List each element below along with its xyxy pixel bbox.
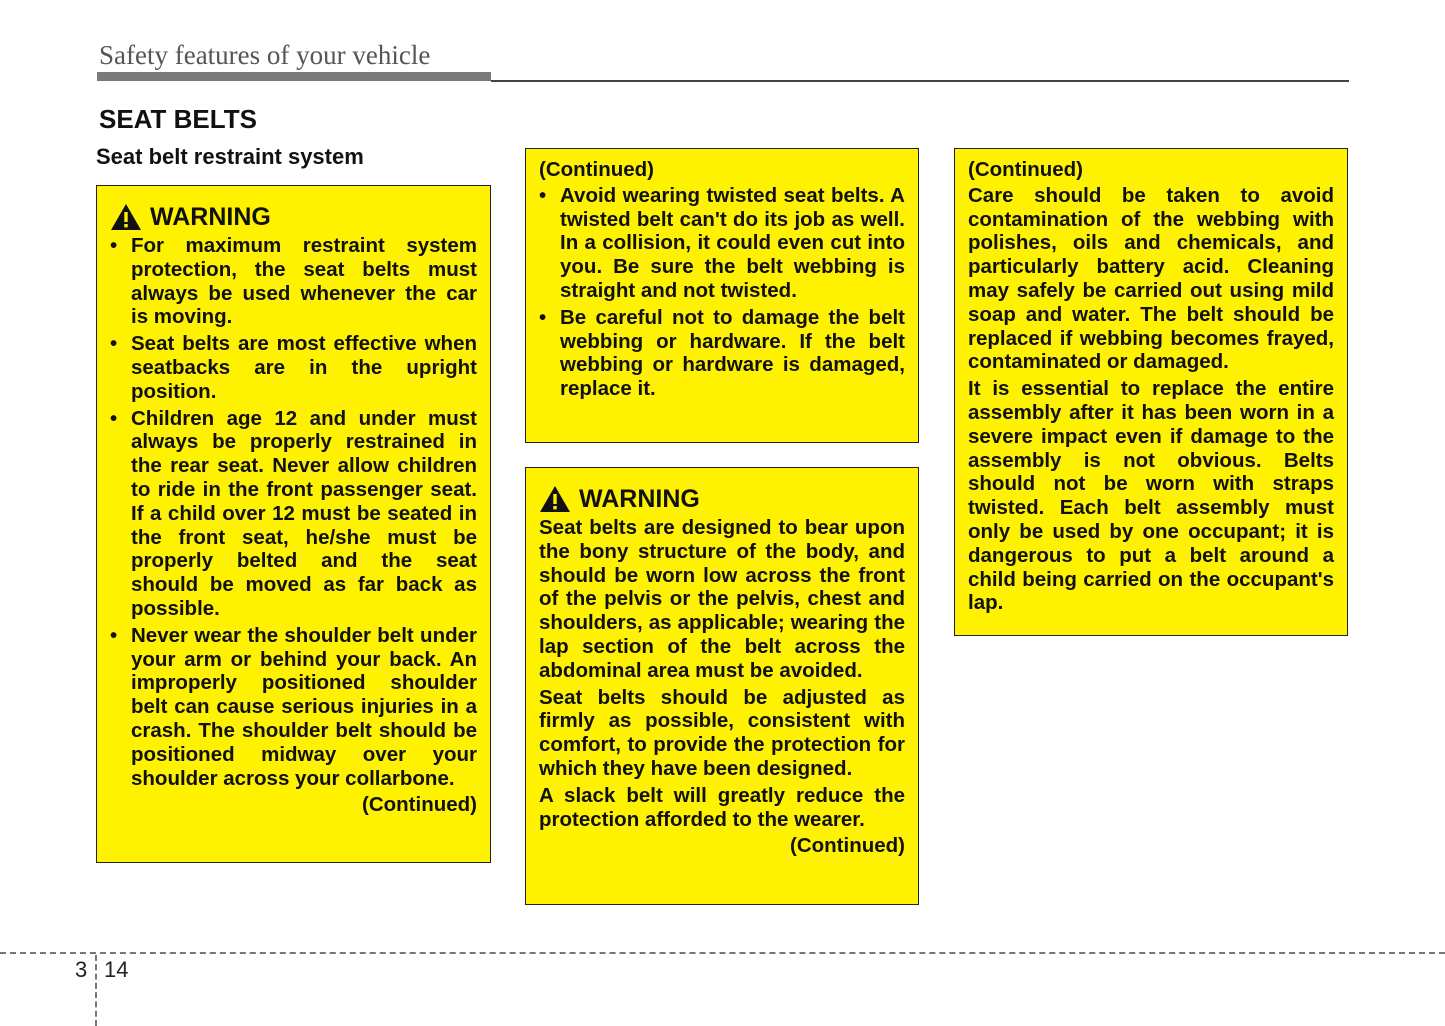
list-item: • For maximum restraint system protection, the seat belts must always be used whenever the car is moving. <box>110 234 477 329</box>
warning-box-3 <box>525 467 919 905</box>
continued-label: (Continued) <box>968 158 1083 181</box>
warning-box-2 <box>525 148 919 443</box>
warning-paragraph: It is essential to replace the entire assembly after it has been worn in a severe impact even if damage to the assembly is not obvious. Belts should not be worn with straps twisted. Each belt assembly must only be used by one occupant; it is dangerous to put a belt around a child being carried on the occupant's lap. <box>968 377 1334 615</box>
warning-triangle-icon <box>539 485 571 513</box>
list-item: • Seat belts are most effective when seatbacks are in the upright position. <box>110 332 477 403</box>
page-number: 14 <box>104 957 129 982</box>
continued-label: (Continued) <box>790 834 905 858</box>
list-item: • Avoid wearing twisted seat belts. A twisted belt can't do its job as well. In a collision, it could even cut into you. Be sure the belt webbing is straight and not twisted. <box>539 184 905 303</box>
warning-heading <box>539 484 905 514</box>
header-accent-bar <box>97 72 491 81</box>
warning-box-1 <box>96 185 491 863</box>
warning-heading <box>110 202 477 232</box>
subsection-title: Seat belt restraint system <box>96 144 364 169</box>
continued-label: (Continued) <box>362 793 477 817</box>
footer-dashed-rule <box>0 952 1445 954</box>
warning-bullet-list <box>110 234 477 790</box>
warning-paragraph: Care should be taken to avoid contamination of the webbing with polishes, oils and chemicals, and particularly battery acid. Cleaning may safely be carried out using mild soap and water. The belt should be replaced if webbing becomes frayed, contaminated or damaged. <box>968 183 1334 374</box>
warning-heading-text: WARNING <box>579 485 700 513</box>
warning-paragraph: Seat belts should be adjusted as firmly as possible, consistent with comfort, to provide the protection for which they have been designed. <box>539 685 905 780</box>
warning-paragraph: A slack belt will greatly reduce the protection afforded to the wearer. <box>539 783 905 831</box>
footer-dashed-divider <box>95 955 97 1026</box>
chapter-number: 3 <box>75 957 88 982</box>
warning-bullet-list <box>539 184 905 401</box>
list-item: • Never wear the shoulder belt under your arm or behind your back. An improperly positioned shoulder belt can cause serious injuries in a crash. The shoulder belt should be positioned midway over your shoulder across your collarbone. <box>110 624 477 791</box>
warning-triangle-icon <box>110 203 142 231</box>
header-rule <box>491 80 1349 82</box>
list-item: • Children age 12 and under must always be properly restrained in the rear seat. Never allow children to ride in the front passenger seat. If a child over 12 must be seated in the front seat, he/she must be properly belted and the seat should be moved as far back as possible. <box>110 407 477 621</box>
running-header-title: Safety features of your vehicle <box>99 40 431 70</box>
warning-heading-text: WARNING <box>150 203 271 231</box>
list-item: • Be careful not to damage the belt webbing or hardware. If the belt webbing or hardware is damaged, replace it. <box>539 306 905 401</box>
section-title: SEAT BELTS <box>99 104 257 134</box>
continued-label: (Continued) <box>539 158 654 181</box>
warning-box-4 <box>954 148 1348 636</box>
warning-paragraph: Seat belts are designed to bear upon the bony structure of the body, and should be worn low across the front of the pelvis or the pelvis, chest and shoulders, as applicable; wearing the lap section of the belt across the abdominal area must be avoided. <box>539 516 905 682</box>
